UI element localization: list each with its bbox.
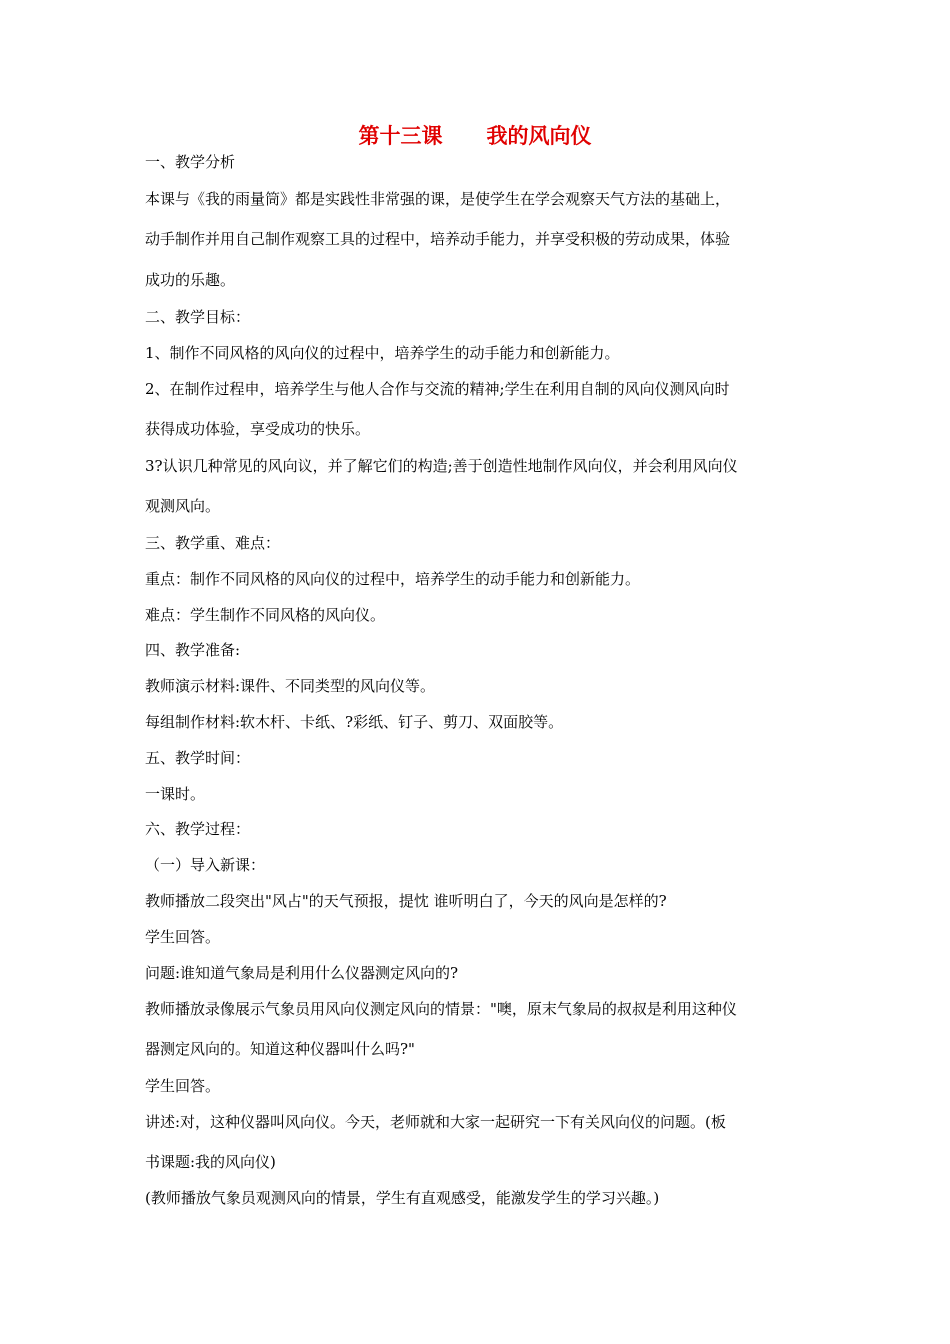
paragraph-line: 难点：学生制作不同风格的风向仪。 [145, 606, 386, 624]
section-heading: 六、教学过程： [145, 820, 251, 838]
paragraph-line: 2、在制作过程申，培养学生与他人合作与交流的精神;学生在利用自制的风向仪测风向时 [145, 380, 730, 398]
paragraph-line: 本课与《我的雨量筒》都是实践性非常强的课，是使学生在学会观察天气方法的基础上， [145, 190, 731, 208]
paragraph-line: 3?认识几种常见的风向议，并了解它们的构造;善于创造性地制作风向仪，并会利用风向仪 [145, 457, 738, 475]
lesson-name: 我的风向仪 [486, 123, 592, 148]
paragraph-line: 学生回答。 [145, 928, 221, 946]
paragraph-line: 书课题:我的风向仪) [145, 1153, 276, 1171]
paragraph-line: 教师播放二段突出"风占"的天气预报，提忱 谁听明白了，今天的风向是怎样的? [145, 892, 667, 910]
paragraph-line: 学生回答。 [145, 1077, 221, 1095]
paragraph-line: 1、制作不同风格的风向仪的过程中，培养学生的动手能力和创新能力。 [145, 344, 620, 362]
section-heading: 一、教学分析 [145, 153, 236, 171]
paragraph-line: (教师播放气象员观测风向的情景，学生有直观感受，能激发学生的学习兴趣。) [145, 1189, 660, 1207]
section-heading: 二、教学目标： [145, 308, 251, 326]
section-heading: 四、教学准备: [145, 641, 241, 659]
paragraph-line: 观测风向。 [145, 497, 221, 515]
paragraph-line: 获得成功体验，享受成功的快乐。 [145, 420, 371, 438]
section-heading: 五、教学时间： [145, 749, 251, 767]
paragraph-line: 动手制作并用自己制作观察工具的过程中，培养动手能力，并享受积极的劳动成果，体验 [145, 230, 731, 248]
paragraph-line: 成功的乐趣。 [145, 271, 236, 289]
paragraph-line: 讲述:对，这种仪器叫风向仪。今天，老师就和大家一起研究一下有关风向仪的问题。(板 [145, 1113, 726, 1131]
lesson-number: 第十三课 [358, 123, 443, 148]
paragraph-line: 教师播放录像展示气象员用风向仪测定风向的情景："噢，原末气象局的叔叔是利用这种仪 [145, 1000, 737, 1018]
paragraph-line: 每组制作材料:软木杆、卡纸、?彩纸、钉子、剪刀、双面胶等。 [145, 713, 564, 731]
paragraph-line: 一课时。 [145, 785, 206, 803]
subsection-heading: （一）导入新课： [145, 856, 266, 874]
lesson-title [0, 120, 950, 150]
paragraph-line: 器测定风向的。知道这种仪器叫什么吗?" [145, 1040, 415, 1058]
section-heading: 三、教学重、难点： [145, 534, 281, 552]
paragraph-line: 教师演示材料:课件、不同类型的风向仪等。 [145, 677, 436, 695]
paragraph-line: 问题:谁知道气象局是利用什么仪器测定风向的? [145, 964, 459, 982]
paragraph-line: 重点：制作不同风格的风向仪的过程中，培养学生的动手能力和创新能力。 [145, 570, 641, 588]
